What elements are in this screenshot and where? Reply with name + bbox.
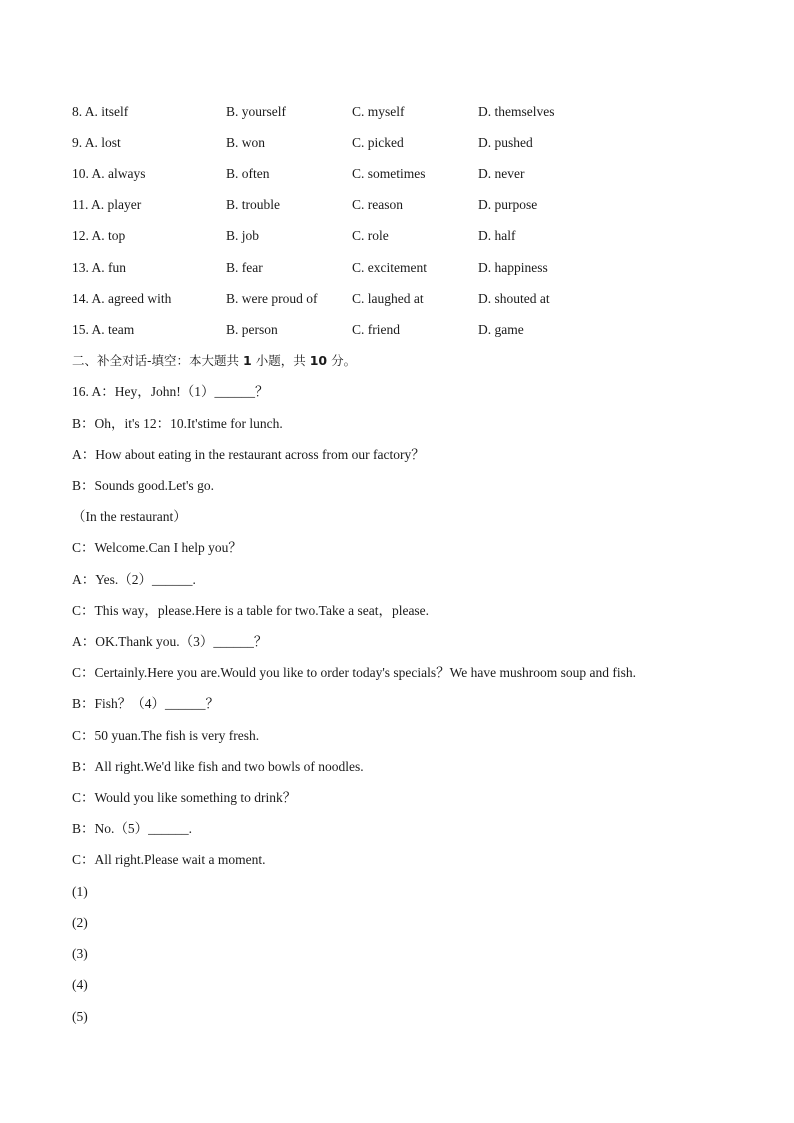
option-a: 15. A. team bbox=[72, 322, 135, 337]
option-b: B. won bbox=[226, 135, 266, 150]
section-heading-mid: 小题，共 bbox=[255, 353, 306, 368]
option-d: D. happiness bbox=[478, 260, 548, 275]
option-c: C. sometimes bbox=[352, 166, 426, 181]
dialogue-line: A：How about eating in the restaurant across from our factory？ bbox=[72, 447, 425, 462]
option-a: 8. A. itself bbox=[72, 104, 129, 119]
answer-label-2: (2) bbox=[72, 915, 88, 930]
dialogue-line: B：All right.We'd like fish and two bowls of noodles. bbox=[72, 759, 364, 774]
dialogue-line: C：Would you like something to drink？ bbox=[72, 790, 297, 805]
option-b: B. fear bbox=[226, 260, 263, 275]
dialogue-line: B：No.（5）______. bbox=[72, 821, 193, 836]
section-heading bbox=[72, 351, 356, 371]
section-heading-prefix: 二、补全对话-填空：本大题共 bbox=[72, 353, 240, 368]
option-c: C. excitement bbox=[352, 260, 427, 275]
option-d: D. shouted at bbox=[478, 291, 550, 306]
option-b: B. job bbox=[226, 228, 260, 243]
choice-row-8 bbox=[0, 102, 794, 122]
choice-row-9 bbox=[0, 133, 794, 153]
option-c: C. myself bbox=[352, 104, 405, 119]
dialogue-line: B：Fish？（4）______？ bbox=[72, 696, 220, 711]
choice-row-15 bbox=[0, 320, 794, 340]
dialogue-line: B：Oh，it's 12：10.It'stime for lunch. bbox=[72, 416, 283, 431]
option-a: 10. A. always bbox=[72, 166, 146, 181]
dialogue-line: C：Certainly.Here you are.Would you like to order today's specials？We have mushroom soup and fish. bbox=[72, 665, 637, 680]
option-d: D. half bbox=[478, 228, 516, 243]
option-d: D. game bbox=[478, 322, 524, 337]
option-b: B. person bbox=[226, 322, 278, 337]
option-c: C. picked bbox=[352, 135, 404, 150]
dialogue-line: C：50 yuan.The fish is very fresh. bbox=[72, 728, 260, 743]
option-a: 12. A. top bbox=[72, 228, 126, 243]
dialogue-line: C：This way，please.Here is a table for two.Take a seat，please. bbox=[72, 603, 430, 618]
option-b: B. often bbox=[226, 166, 270, 181]
option-c: C. role bbox=[352, 228, 389, 243]
answer-label-3: (3) bbox=[72, 946, 88, 961]
option-d: D. pushed bbox=[478, 135, 533, 150]
option-a: 11. A. player bbox=[72, 197, 142, 212]
option-a: 14. A. agreed with bbox=[72, 291, 172, 306]
choice-row-14 bbox=[0, 289, 794, 309]
choice-row-13 bbox=[0, 258, 794, 278]
dialogue-stage-direction: （In the restaurant） bbox=[72, 509, 187, 524]
option-d: D. purpose bbox=[478, 197, 538, 212]
section-points: 10 bbox=[309, 353, 328, 368]
option-c: C. laughed at bbox=[352, 291, 424, 306]
option-c: C. friend bbox=[352, 322, 400, 337]
option-b: B. were proud of bbox=[226, 291, 318, 306]
choice-row-11 bbox=[0, 195, 794, 215]
answer-label-5: (5) bbox=[72, 1009, 88, 1024]
dialogue-line: B：Sounds good.Let's go. bbox=[72, 478, 214, 493]
section-question-count: 1 bbox=[243, 353, 252, 368]
dialogue-line: 16. A：Hey，John!（1）______？ bbox=[72, 384, 269, 399]
dialogue-line: A：Yes.（2）______. bbox=[72, 572, 196, 587]
dialogue-line: A：OK.Thank you.（3）______？ bbox=[72, 634, 268, 649]
choice-row-12 bbox=[0, 226, 794, 246]
answer-label-4: (4) bbox=[72, 977, 88, 992]
dialogue-line: C：Welcome.Can I help you？ bbox=[72, 540, 242, 555]
option-c: C. reason bbox=[352, 197, 403, 212]
option-a: 13. A. fun bbox=[72, 260, 126, 275]
dialogue-line: C：All right.Please wait a moment. bbox=[72, 852, 266, 867]
choice-row-10 bbox=[0, 164, 794, 184]
answer-label-1: (1) bbox=[72, 884, 88, 899]
option-d: D. never bbox=[478, 166, 525, 181]
option-a: 9. A. lost bbox=[72, 135, 121, 150]
option-b: B. trouble bbox=[226, 197, 280, 212]
option-b: B. yourself bbox=[226, 104, 286, 119]
section-heading-suffix: 分。 bbox=[331, 353, 357, 368]
option-d: D. themselves bbox=[478, 104, 555, 119]
